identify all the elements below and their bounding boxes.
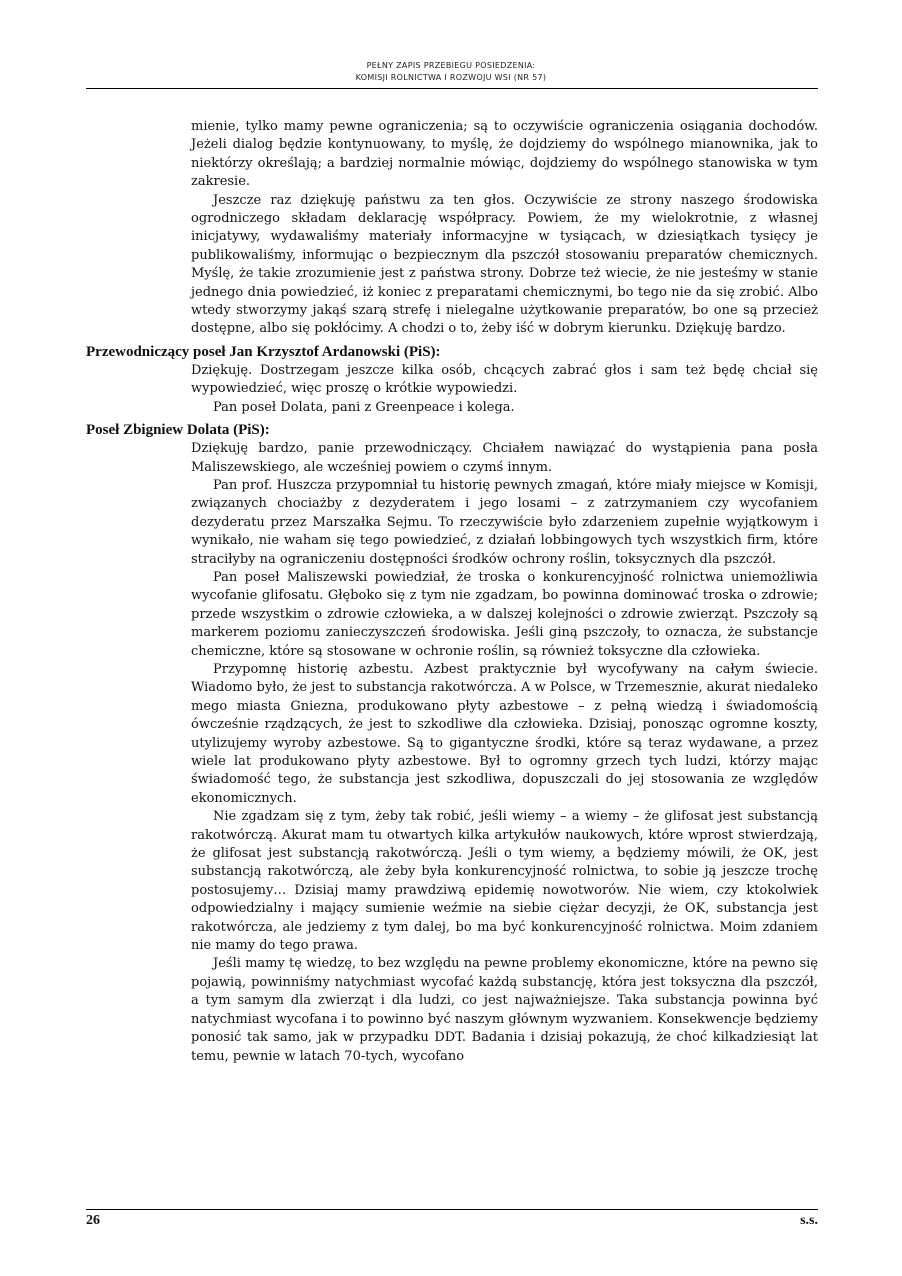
paragraph: mienie, tylko mamy pewne ograniczenia; są to oczywiście ograniczenia osiągania dochodów. Jeżeli dialog będzie kontynuowany, to myślę, że dojdziemy do wspólnego mianownika, jak to niektórzy określają; a bardziej normalnie mówiąc, dojdziemy do wspólnego stanowiska w tym zakresie. xyxy=(191,119,818,190)
speaker-heading: Poseł Zbigniew Dolata (PiS): xyxy=(86,422,270,439)
header-rule xyxy=(86,88,818,89)
paragraph: Przypomnę historię azbestu. Azbest praktycznie był wycofywany na całym świecie. Wiadomo było, że jest to substancja rakotwórcza. A w Polsce, w Trzemesznie, akurat niedaleko mego miasta Gniezna, produkowano płyty azbestowe – z pełną wiedzą i świadomością ówcześnie rządzących, że jest to szkodliwe dla człowieka. Dzisiaj, ponosząc ogromne koszty, utylizujemy wyroby azbestowe. Są to gigantyczne środki, które są teraz wydawane, a przez wiele lat produkowano płyty azbestowe. Był to ogromny grzech tych ludzi, którzy mając świadomość tego, że substancja jest szkodliwa, dopuszczali do jej stosowania ze względów ekonomicznych. xyxy=(191,661,818,806)
paragraph: Pan poseł Maliszewski powiedział, że troska o konkurencyjność rolnictwa uniemożliwia wycofanie glifosatu. Głęboko się z tym nie zgadzam, bo powinna dominować troska o zdrowie; przede wszystkim o zdrowie człowieka, a w dalszej kolejności o zdrowie zwierząt. Pszczoły są markerem poziomu zanieczyszczeń środowiska. Jeśli giną pszczoły, to oznacza, że substancje chemiczne, które są stosowane w ochronie roślin, są również toksyczne dla człowieka. xyxy=(191,569,818,659)
footer-initials: s.s. xyxy=(800,1213,818,1228)
paragraph: Jeśli mamy tę wiedzę, to bez względu na pewne problemy ekonomiczne, które na pewno się pojawią, powinniśmy natychmiast wycofać każdą substancję, która jest toksyczna dla pszczół, a tym samym dla zwierząt i dla ludzi, co jest najważniejsze. Taka substancja powinna być natychmiast wycofana i to powinno być naszym głównym wyzwaniem. Konsekwencje będziemy ponosić tak samo, jak w przypadku DDT. Badania i dzisiaj pokazują, że choć kilkadziesiąt lat temu, pewnie w latach 70-tych, wycofano xyxy=(191,956,818,1064)
footer-rule xyxy=(86,1209,818,1210)
document-body xyxy=(86,118,818,1066)
speaker-heading: Przewodniczący poseł Jan Krzysztof Ardanowski (PiS): xyxy=(86,343,441,360)
paragraph: Dziękuję bardzo, panie przewodniczący. Chciałem nawiązać do wystąpienia pana posła Maliszewskiego, ale wcześniej powiem o czymś innym. xyxy=(191,441,818,475)
continuation-block xyxy=(191,118,818,339)
header-line-1: PEŁNY ZAPIS PRZEBIEGU POSIEDZENIA: xyxy=(366,61,536,70)
paragraph: Nie zgadzam się z tym, żeby tak robić, jeśli wiemy – a wiemy – że glifosat jest substancją rakotwórczą. Akurat mam tu otwartych kilka artykułów naukowych, które wprost stwierdzają, że glifosat jest substancją rakotwórczą. Jeśli o tym wiemy, a będziemy mówili, że OK, jest substancją rakotwórczą, ale żeby była konkurencyjność rolnictwa, to sobie ją jeszcze trochę postosujemy… Dzisiaj mamy prawdziwą epidemię nowotworów. Nie wiem, czy ktokolwiek odpowiedzialny i mający sumienie weźmie na siebie ciężar decyzji, że OK, substancja jest rakotwórcza, ale jedziemy z tym dalej, bo ma być konkurencyjność rolnictwa. Moim zdaniem nie mamy do tego prawa. xyxy=(191,809,818,954)
speech-block xyxy=(191,362,818,417)
running-header xyxy=(0,60,902,84)
paragraph: Pan poseł Dolata, pani z Greenpeace i kolega. xyxy=(213,399,515,415)
header-line-2: KOMISJI ROLNICTWA I ROZWOJU WSI (NR 57) xyxy=(355,73,547,82)
page-number: 26 xyxy=(86,1213,100,1228)
paragraph: Jeszcze raz dziękuję państwu za ten głos. Oczywiście ze strony naszego środowiska ogrodniczego składam deklarację współpracy. Powiem, że my wielokrotnie, z własnej inicjatywy, wydawaliśmy materiały informacyjne w tysiącach, w dziesiątkach tysięcy je publikowaliśmy, informując o bezpiecznym dla pszczół stosowaniu preparatów chemicznych. Myślę, że takie zrozumienie jest z państwa strony. Dobrze też wiecie, że nie jesteśmy w stanie jednego dnia powiedzieć, iż koniec z preparatami chemicznymi, bo tego nie da się zrobić. Albo wtedy stworzymy jakąś szarą strefę i nielegalne użytkowanie preparatów, bo one są przecież dostępne, albo się pokłócimy. A chodzi o to, żeby iść w dobrym kierunku. Dziękuję bardzo. xyxy=(191,192,818,337)
paragraph: Pan prof. Huszcza przypomniał tu historię pewnych zmagań, które miały miejsce w Komisji, związanych chociażby z dezyderatem i jego losami – z zatrzymaniem czy wycofaniem dezyderatu przez Marszałka Sejmu. To rzeczywiście było zdarzeniem zupełnie wyjątkowym i wynikało, nie waham się tego powiedzieć, z działań lobbingowych tych wszystkich firm, które straciłyby na ograniczeniu dostępności środków ochrony roślin, toksycznych dla pszczół. xyxy=(191,477,818,567)
speech-block xyxy=(191,440,818,1066)
paragraph: Dziękuję. Dostrzegam jeszcze kilka osób, chcących zabrać głos i sam też będę chciał się wypowiedzieć, więc proszę o krótkie wypowiedzi. xyxy=(191,362,818,397)
